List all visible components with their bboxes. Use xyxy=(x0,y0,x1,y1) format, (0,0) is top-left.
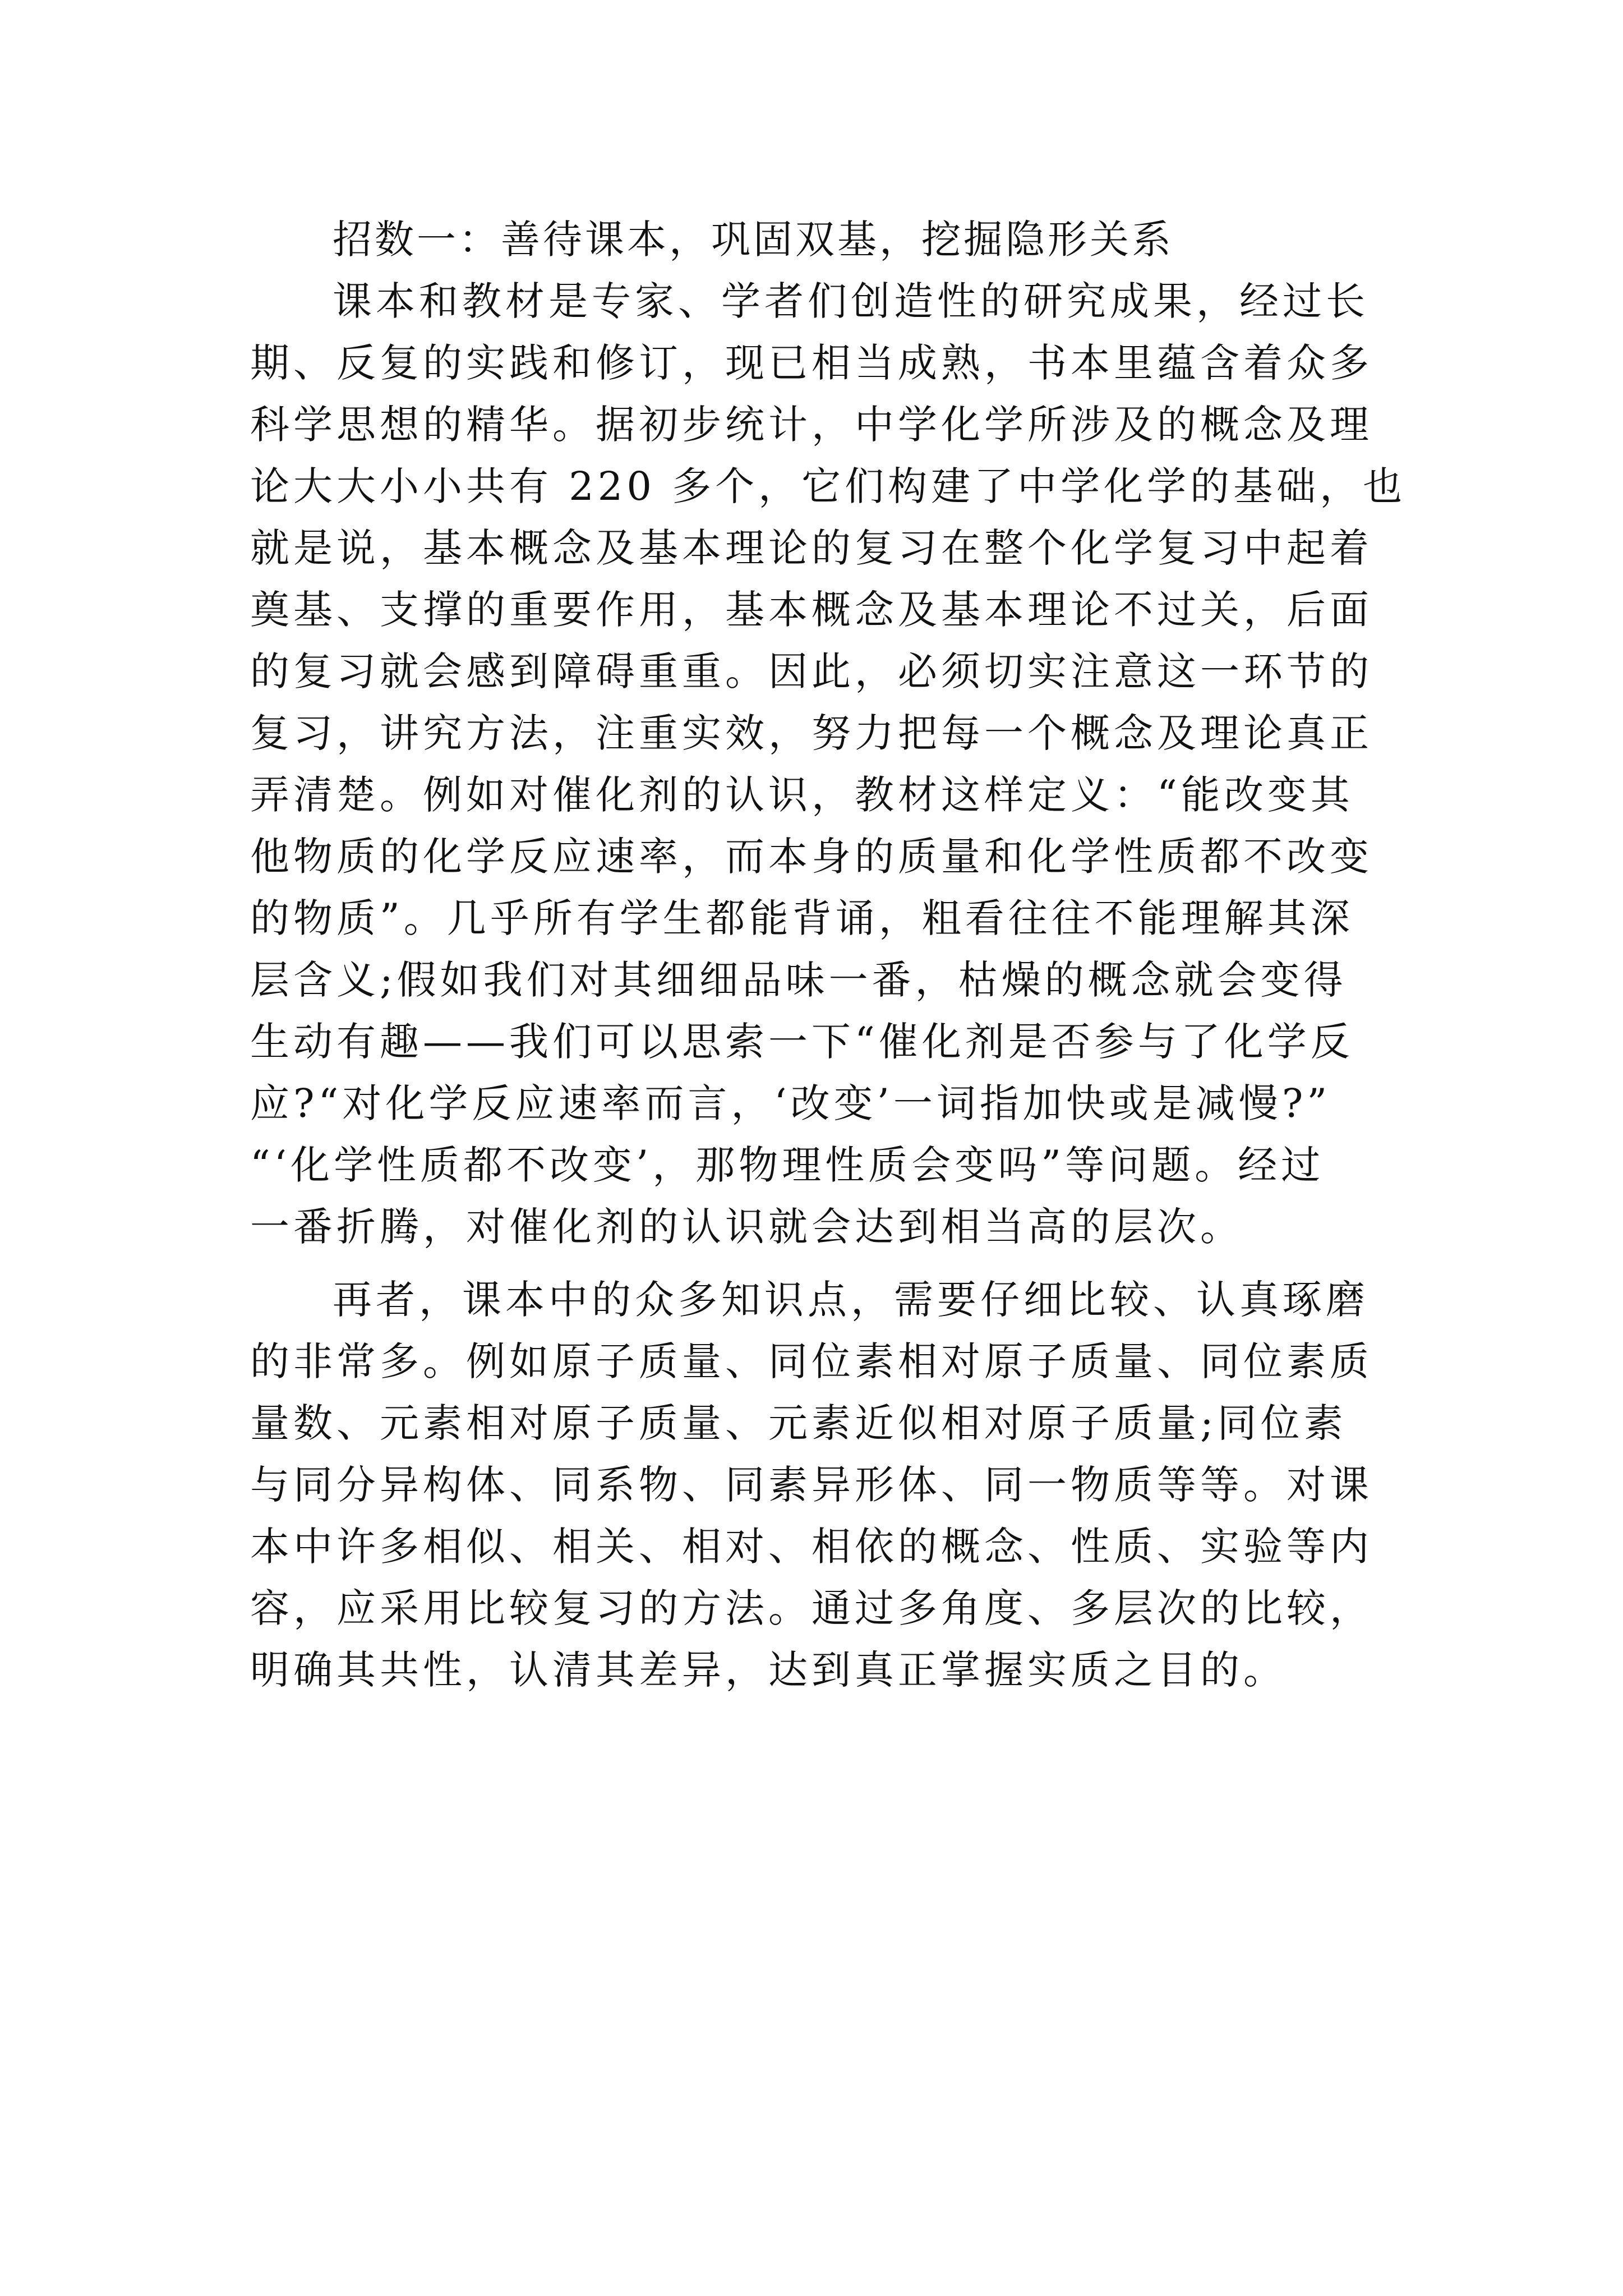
paragraph-line: 再者，课本中的众多知识点，需要仔细比较、认真琢磨 xyxy=(333,1277,1369,1323)
paragraph-line: 的复习就会感到障碍重重。因此，必须切实注意这一环节的 xyxy=(250,648,1373,694)
paragraph-line: 与同分异构体、同系物、同素异形体、同一物质等等。对课 xyxy=(250,1462,1373,1508)
paragraph-line: 生动有趣——我们可以思索一下“催化剂是否参与了化学反 xyxy=(250,1019,1354,1065)
paragraph-2 xyxy=(250,1269,1383,1701)
paragraph-line: 期、反复的实践和修订，现已相当成熟，书本里蕴含着众多 xyxy=(250,340,1373,386)
paragraph-line: 论大大小小共有 220 多个，它们构建了中学化学的基础，也 xyxy=(250,463,1407,509)
paragraph-line: 量数、元素相对原子质量、元素近似相对原子质量;同位素 xyxy=(250,1400,1347,1446)
paragraph-line: 容，应采用比较复习的方法。通过多角度、多层次的比较， xyxy=(250,1585,1373,1631)
document-body xyxy=(250,209,1407,1701)
paragraph-line: 奠基、支撑的重要作用，基本概念及基本理论不过关，后面 xyxy=(250,587,1373,633)
section-heading: 招数一：善待课本，巩固双基，挖掘隐形关系 xyxy=(333,217,1174,263)
paragraph-line: 应?“对化学反应速率而言，‘改变’一词指加快或是减慢?” xyxy=(250,1080,1331,1126)
paragraph-line: 的非常多。例如原子质量、同位素相对原子质量、同位素质 xyxy=(250,1338,1373,1384)
paragraph-line: 他物质的化学反应速率，而本身的质量和化学性质都不改变 xyxy=(250,834,1373,880)
paragraph-line: 复习，讲究方法，注重实效，努力把每一个概念及理论真正 xyxy=(250,710,1373,756)
paragraph-line: 课本和教材是专家、学者们创造性的研究成果，经过长 xyxy=(333,278,1369,324)
paragraph-line: 科学思想的精华。据初步统计，中学化学所涉及的概念及理 xyxy=(250,402,1373,448)
paragraph-line: 层含义;假如我们对其细细品味一番，枯燥的概念就会变得 xyxy=(250,957,1347,1003)
paragraph-1 xyxy=(250,270,1407,1258)
paragraph-line: 就是说，基本概念及基本理论的复习在整个化学复习中起着 xyxy=(250,525,1373,571)
paragraph-line: 本中许多相似、相关、相对、相依的概念、性质、实验等内 xyxy=(250,1524,1373,1570)
paragraph-line: “‘化学性质都不改变’，那物理性质会变吗”等问题。经过 xyxy=(250,1142,1325,1188)
paragraph-line: 明确其共性，认清其差异，达到真正掌握实质之目的。 xyxy=(250,1647,1287,1693)
paragraph-line: 弄清楚。例如对催化剂的认识，教材这样定义：“能改变其 xyxy=(250,772,1354,818)
paragraph-line: 一番折腾，对催化剂的认识就会达到相当高的层次。 xyxy=(250,1204,1243,1250)
paragraph-line: 的物质”。几乎所有学生都能背诵，粗看往往不能理解其深 xyxy=(250,895,1354,941)
